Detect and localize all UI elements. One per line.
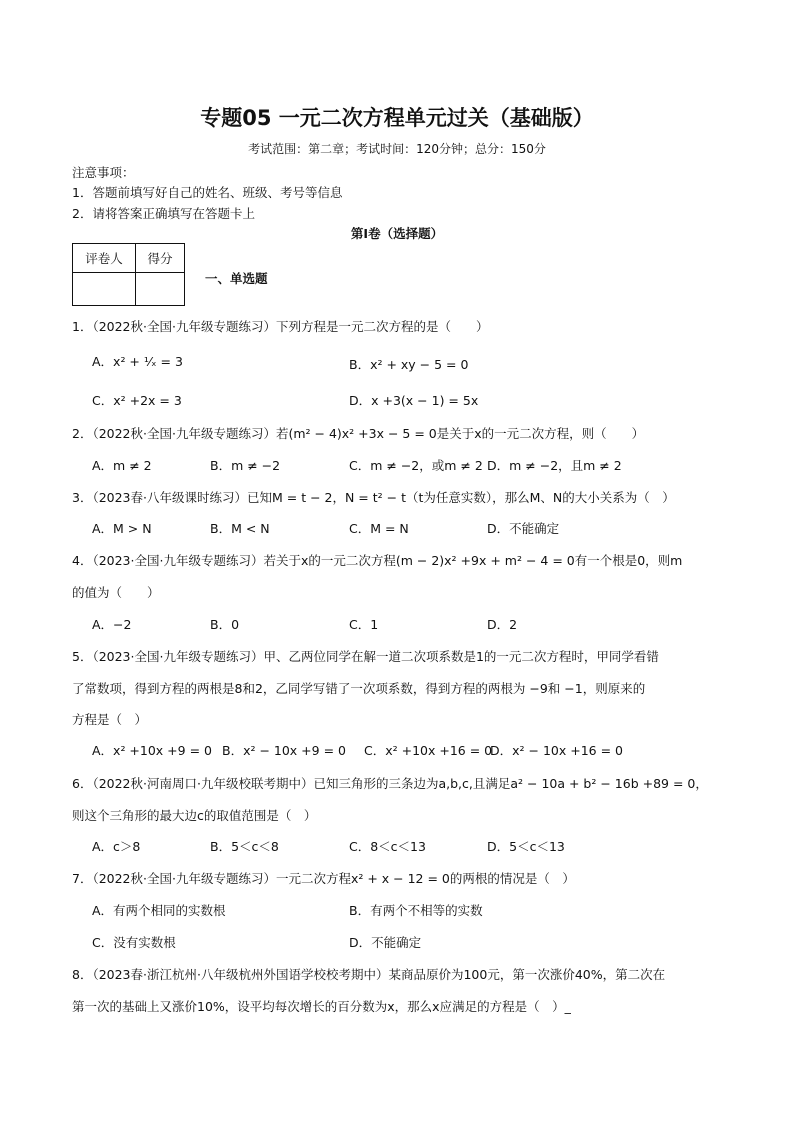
part-title: 一、单选题 xyxy=(205,271,268,286)
score-table-cell-score xyxy=(136,273,185,306)
option-c: C．m ≠ −2，或m ≠ 2 xyxy=(349,458,483,473)
question-stem: 1．（2022秋·全国·九年级专题练习）下列方程是一元二次方程的是（ ） xyxy=(72,319,489,334)
notice-heading: 注意事项： xyxy=(72,165,135,180)
exam-info: 考试范围：第二章；考试时间：120分钟；总分：150分 xyxy=(248,142,546,156)
question-stem: 2．（2022秋·全国·九年级专题练习）若(m² − 4)x² +3x − 5 = 0是关于x的一元二次方程，则（ ） xyxy=(72,426,645,441)
option-b: B．x² − 10x +9 = 0 xyxy=(222,743,346,758)
option-d: D．x² − 10x +16 = 0 xyxy=(490,743,623,758)
option-a: A．−2 xyxy=(92,617,132,632)
option-b: B．M < N xyxy=(210,521,270,536)
question-stem-cont: 的值为（ ） xyxy=(72,585,160,600)
option-c: C．x² +10x +16 = 0 xyxy=(364,743,493,758)
option-a: A．有两个相同的实数根 xyxy=(92,903,226,918)
notice-item: 1．答题前填写好自己的姓名、班级、考号等信息 xyxy=(72,185,343,200)
question-stem: 3．（2023春·八年级课时练习）已知M = t − 2，N = t² − t（t为任意实数），那么M、N的大小关系为（ ） xyxy=(72,490,675,505)
option-b: B．m ≠ −2 xyxy=(210,458,281,473)
option-c: C．1 xyxy=(349,617,379,632)
option-a: A．x² +10x +9 = 0 xyxy=(92,743,212,758)
option-b: B．有两个不相等的实数 xyxy=(349,903,483,918)
option-b: B．0 xyxy=(210,617,240,632)
question-stem: 4．（2023·全国·九年级专题练习）若关于x的一元二次方程(m − 2)x² +9x + m² − 4 = 0有一个根是0，则m xyxy=(72,553,683,568)
score-table-cell-grader xyxy=(73,273,136,306)
question-stem-cont: 第一次的基础上又涨价10%，设平均每次增长的百分数为x，那么x应满足的方程是（ ）_ xyxy=(72,999,571,1014)
question-stem: 6．（2022秋·河南周口·九年级校联考期中）已知三角形的三条边为a,b,c,且满足a² − 10a + b² − 16b +89 = 0， xyxy=(72,776,708,791)
score-table-header-grader: 评卷人 xyxy=(73,244,136,273)
volume-title: 第I卷（选择题） xyxy=(350,226,444,241)
question-stem: 8．（2023春·浙江杭州·八年级杭州外国语学校校考期中）某商品原价为100元，第一次涨价40%，第二次在 xyxy=(72,967,666,982)
option-a: A．x² + ¹⁄ₓ = 3 xyxy=(92,354,183,369)
page-title: 专题05 一元二次方程单元过关（基础版） xyxy=(200,106,594,130)
option-c: C．x² +2x = 3 xyxy=(92,393,182,408)
question-stem-cont: 方程是（ ） xyxy=(72,712,148,727)
option-d: D．2 xyxy=(487,617,518,632)
option-a: A．m ≠ 2 xyxy=(92,458,152,473)
question-stem-cont: 了常数项，得到方程的两根是8和2，乙同学写错了一次项系数，得到方程的两根为 −9和 −1，则原来的 xyxy=(72,681,646,696)
score-table xyxy=(72,243,185,306)
option-c: C．没有实数根 xyxy=(92,935,176,950)
question-stem: 7．（2022秋·全国·九年级专题练习）一元二次方程x² + x − 12 = 0的两根的情况是（ ） xyxy=(72,871,575,886)
option-d: D．x +3(x − 1) = 5x xyxy=(349,393,479,408)
score-table-header-score: 得分 xyxy=(136,244,185,273)
option-d: D．m ≠ −2，且m ≠ 2 xyxy=(487,458,622,473)
question-stem-cont: 则这个三角形的最大边c的取值范围是（ ） xyxy=(72,808,317,823)
option-d: D．5＜c＜13 xyxy=(487,839,565,854)
question-stem: 5．（2023·全国·九年级专题练习）甲、乙两位同学在解一道二次项系数是1的一元二次方程时，甲同学看错 xyxy=(72,649,659,664)
option-b: B．x² + xy − 5 = 0 xyxy=(349,357,469,372)
notice-item: 2．请将答案正确填写在答题卡上 xyxy=(72,206,255,221)
option-c: C．8＜c＜13 xyxy=(349,839,426,854)
option-d: D．不能确定 xyxy=(487,521,560,536)
option-a: A．c＞8 xyxy=(92,839,141,854)
option-b: B．5＜c＜8 xyxy=(210,839,279,854)
option-c: C．M = N xyxy=(349,521,409,536)
option-a: A．M > N xyxy=(92,521,152,536)
option-d: D．不能确定 xyxy=(349,935,422,950)
